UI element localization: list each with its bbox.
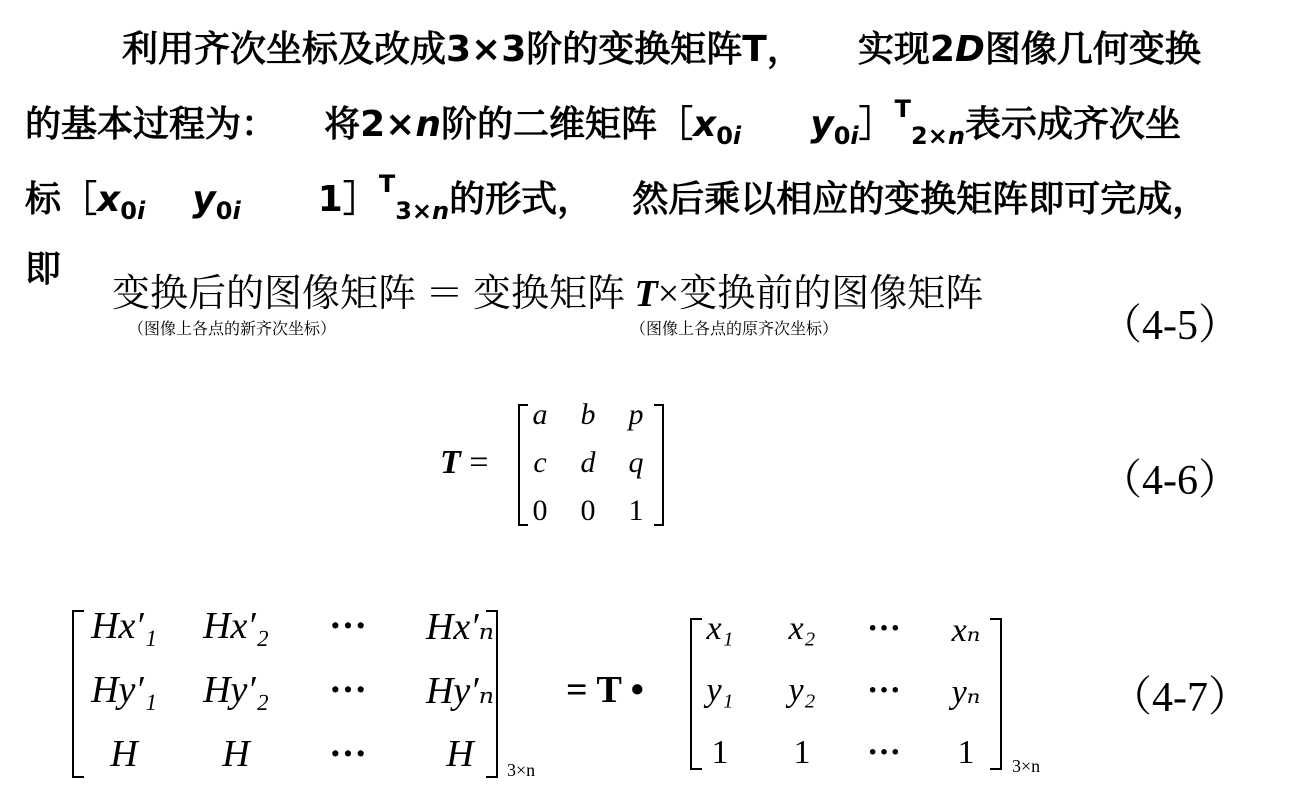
sub: 0 — [215, 197, 233, 226]
eq47-right-cells-cell: 1 — [711, 734, 729, 771]
eq46-cells-cell: 0 — [580, 494, 596, 527]
eq45-times: × — [657, 273, 680, 315]
eq46-eq: = — [469, 444, 489, 481]
eq47-right-cells-cell: yₙ — [951, 674, 981, 711]
eq46-T: T — [440, 444, 461, 481]
text: 实现2 — [857, 29, 955, 70]
eq47-left-cells-cell: ··· — [328, 605, 368, 647]
eq47-left-cells-cell: H — [222, 733, 250, 775]
eq47-right-cells-cell: y₁ — [706, 672, 734, 709]
text: 即 — [25, 249, 62, 290]
sup: T — [894, 95, 912, 123]
paragraph-line-4 — [25, 250, 61, 290]
text: 的形式， — [449, 179, 594, 220]
sub: n — [432, 197, 450, 226]
eq47-left-cells-cell: Hx′ₙ — [425, 606, 495, 648]
eq46-cells-cell: d — [580, 446, 596, 479]
text: 1 — [317, 179, 343, 220]
var-y: y — [810, 104, 834, 145]
text: 然后乘以相应的变换矩阵即可完成， — [632, 179, 1209, 220]
eq46-cells-cell: a — [532, 398, 548, 431]
eq46-cells-cell: p — [628, 398, 644, 431]
eq47-right-cells-cell: 1 — [793, 734, 811, 771]
eq47-left-cells-cell: ··· — [328, 669, 368, 711]
sub: n — [947, 122, 965, 151]
eq47-right-cells-cell: ··· — [866, 672, 902, 709]
sub: i — [136, 197, 146, 226]
eq46-cells-cell: 0 — [532, 494, 548, 527]
eq47-right-cells-cell: ··· — [866, 610, 902, 647]
eq45-mid: 变换矩阵 — [473, 273, 626, 315]
eq45-T: T — [634, 273, 658, 315]
eq45-note-left: （图像上各点的新齐次坐标） — [128, 319, 337, 338]
eq46-number: （4-6） — [1100, 458, 1240, 504]
eq45-note-right: （图像上各点的原齐次坐标） — [630, 319, 839, 338]
eq47-right-cells-cell: xₙ — [951, 612, 981, 649]
sub: 0 — [120, 197, 137, 226]
paragraph-line-1 — [122, 30, 1201, 70]
paragraph-line-2 — [25, 95, 1181, 151]
text: 表示成齐次坐 — [964, 104, 1181, 145]
eq47-left-cells-cell: Hy′ₙ — [425, 670, 495, 712]
var-y: y — [192, 179, 216, 220]
eq46-cells-cell: 1 — [628, 494, 644, 527]
eq47-right-dim: 3×n — [1012, 756, 1041, 776]
eq46-cells-cell: q — [628, 446, 644, 479]
eq45-rhs: 变换前的图像矩阵 — [679, 273, 984, 315]
sub: 3× — [395, 197, 433, 226]
eq46-cells-cell: b — [580, 398, 596, 431]
eq47-left-cells-cell: Hy′₂ — [203, 669, 269, 711]
equation-4-5 — [112, 262, 983, 317]
text: 阶的二维矩阵［ — [440, 104, 693, 145]
text: 利用齐次坐标及改成3×3阶的变换矩阵T， — [122, 29, 803, 70]
eq47-left-cells-cell: ··· — [328, 733, 368, 775]
text: ］ — [858, 104, 895, 145]
sub: 0 — [716, 122, 733, 151]
eq47-left-cells-cell: H — [110, 733, 138, 775]
text: 的基本过程为： — [25, 104, 278, 145]
eq47-right-cells-cell: x₁ — [706, 610, 734, 647]
eq46-lhs-group — [440, 444, 488, 482]
eq47-right-cells-cell: x₂ — [788, 610, 816, 647]
eq45-number: （4-5） — [1100, 303, 1240, 349]
var-x: x — [97, 179, 121, 220]
eq47-number: （4-7） — [1110, 675, 1250, 721]
var-x: x — [692, 104, 717, 145]
text: n — [415, 104, 441, 145]
eq47-right-cells-cell: 1 — [957, 734, 975, 771]
sup: T — [378, 170, 396, 198]
eq47-mid-text: = T • — [566, 669, 644, 711]
eq47-right-cells-cell: ··· — [866, 734, 902, 771]
eq47-left-dim: 3×n — [507, 760, 536, 780]
eq47-left-cells-cell: H — [446, 733, 474, 775]
text: 将2× — [324, 104, 416, 145]
eq47-left-cells-cell: Hy′₁ — [91, 669, 157, 711]
text: 图像几何变换 — [984, 29, 1201, 70]
eq47-left-cells-cell: Hx′₂ — [203, 605, 269, 647]
eq46-cells-cell: c — [533, 446, 547, 479]
text: 标［ — [25, 179, 98, 220]
sub: i — [850, 122, 859, 151]
sub: i — [232, 197, 241, 226]
eq47-right-cells-cell: y₂ — [788, 672, 816, 709]
text: D — [954, 29, 985, 70]
eq45-lhs: 变换后的图像矩阵 — [112, 273, 417, 315]
eq47-mid — [566, 668, 644, 712]
text: ］ — [342, 179, 379, 220]
paragraph-line-3 — [25, 170, 1209, 226]
sub: 2× — [911, 122, 948, 151]
sub: 0 — [833, 122, 851, 151]
eq45-eq: ＝ — [425, 273, 464, 315]
eq47-left-cells-cell: Hx′₁ — [91, 605, 157, 647]
sub: i — [732, 122, 742, 151]
